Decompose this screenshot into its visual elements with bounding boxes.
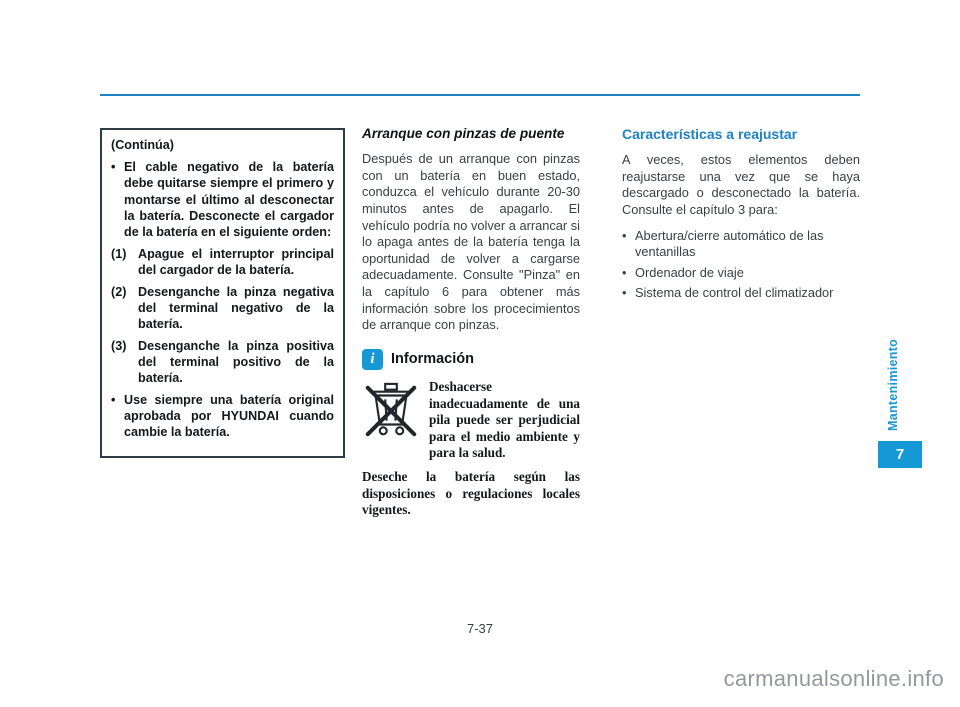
battery-disconnect-text: El cable negativo de la batería debe quitarse siempre el primero y montarse el último al desconectar la batería. Desconecte el cargador de la batería en el siguiente orden: [124,160,334,240]
information-warning-row [362,379,580,462]
readjust-body: A veces, estos elementos deben reajustarse una vez que se haya descargado o desconectado la batería. Consulte el capítulo 3 para: [622,152,860,217]
bullet-icon: • [622,264,627,280]
readjust-item-trip-computer: Ordenador de viaje [635,264,744,280]
jump-start-section [362,126,580,519]
bullet-icon: • [622,227,627,243]
readjust-section [622,126,860,306]
information-title: Información [391,351,474,368]
chapter-vertical-label: Mantenimiento [886,338,900,432]
step-2-text: Desenganche la pinza negativa del terminal negativo de la batería. [138,284,334,332]
information-header [362,349,580,370]
jump-start-heading: Arranque con pinzas de puente [362,126,565,141]
chapter-number-tab: 7 [878,441,922,468]
step-3-text: Desenganche la pinza positiva del terminal positivo de la batería. [138,338,334,386]
readjust-heading: Características a reajustar [622,126,798,142]
jump-start-body: Después de un arranque con pinzas con un batería en buen estado, conduzca el vehículo durante 20-30 minutos antes de apagarlo. El vehículo podría no volver a arrancar si lo apaga antes de la batería tenga la oportunidad de volver a cargarse adecuadamente. Consulte "Pinza" en la capítulo 6 para obtener más información sobre los procecimientos de arranque con pinzas. [362,151,580,333]
watermark: carmanualsonline.info [723,666,944,691]
original-battery-text: Use siempre una batería original aprobada por HYUNDAI cuando cambie la batería. [124,392,334,440]
step-3-label: (3) [111,338,127,353]
step-item-2 [111,284,334,333]
readjust-item-climate-control: Sistema de control del climatizador [635,285,834,301]
bullet-icon: • [111,392,116,407]
battery-disconnect-bullet [111,159,334,241]
step-2-label: (2) [111,284,127,299]
information-body-text: Deseche la batería según las disposiciones o regulaciones locales vigentes. [362,469,580,518]
information-warning-text: Deshacerse inadecuadamente de una pila puede ser perjudicial para el medio ambiente y para la salud. [429,378,580,461]
continua-title: (Continúa) [111,138,174,152]
list-item [622,265,860,282]
step-1-label: (1) [111,246,127,261]
info-icon: i [362,349,383,370]
bullet-icon: • [111,160,116,174]
step-item-1 [111,246,334,279]
list-item [622,228,860,261]
bullet-icon: • [622,285,627,301]
original-battery-bullet [111,392,334,441]
list-item [622,285,860,302]
step-item-3 [111,338,334,387]
step-1-text: Apague el interruptor principal del cargador de la batería. [138,246,334,278]
header-divider [100,94,860,96]
crossed-out-bin-icon [362,379,420,446]
continua-callout-box [100,128,345,458]
readjust-bullet-list [622,228,860,303]
page-number: 7-37 [466,621,494,636]
readjust-item-windows: Abertura/cierre automático de las ventanillas [635,227,824,260]
